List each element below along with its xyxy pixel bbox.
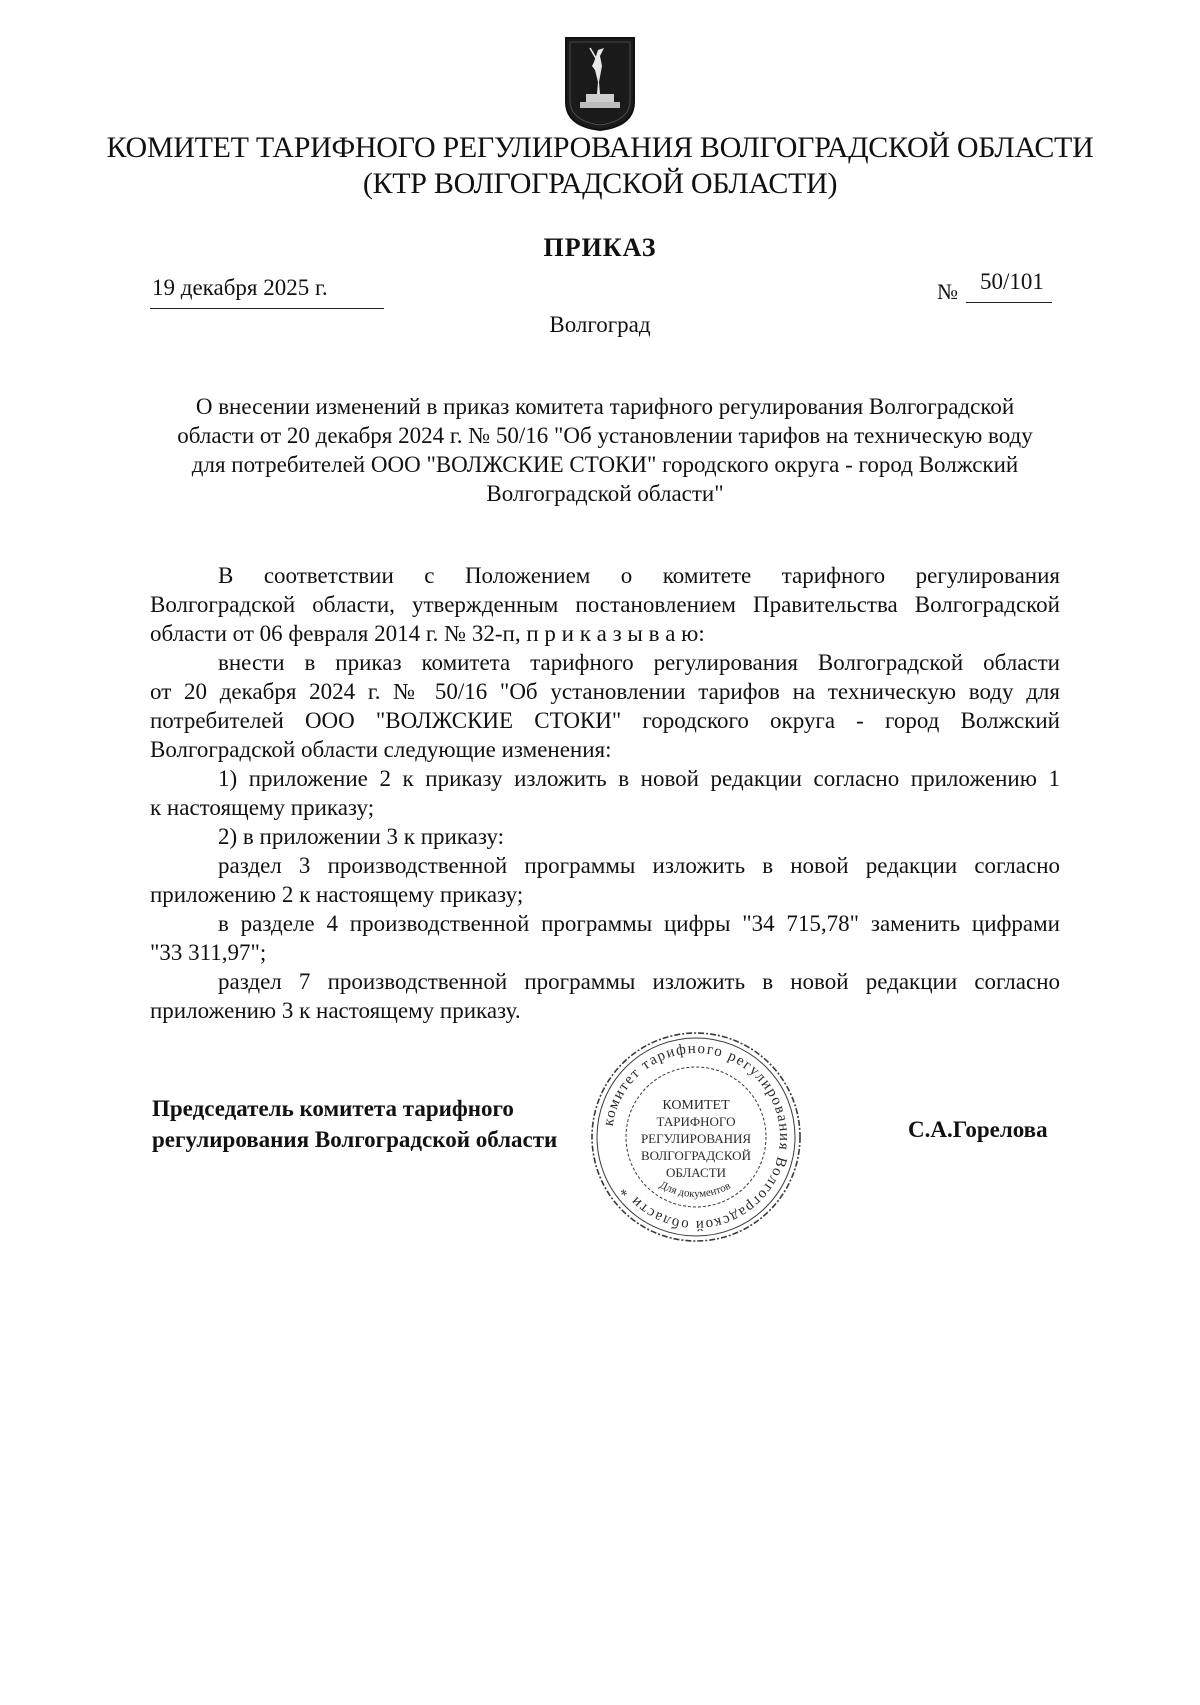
volgograd-emblem-icon bbox=[564, 36, 636, 132]
subject-line: О внесении изменений в приказ комитета тарифного регулирования Волгоградской bbox=[195, 394, 1015, 419]
body-line: области от 06 февраля 2014 г. № 32-п, п р и к а з ы в а ю: bbox=[150, 621, 705, 646]
svg-text:комитет тарифного регулировани: комитет тарифного регулирования Волгоградской области * bbox=[600, 1040, 793, 1234]
body-line: Волгоградской области следующие изменения: bbox=[150, 737, 612, 762]
body-line: "33 311,97"; bbox=[150, 940, 267, 965]
official-seal-stamp bbox=[588, 1029, 804, 1245]
body-line: раздел 7 производственной программы изложить в новой редакции согласно bbox=[218, 969, 1060, 994]
change-subitem-3 bbox=[150, 967, 1060, 1025]
body-line: к настоящему приказу; bbox=[150, 795, 375, 820]
signer-name: С.А.Горелова bbox=[908, 1117, 1048, 1142]
signer-position bbox=[152, 1093, 557, 1155]
svg-text:РЕГУЛИРОВАНИЯ: РЕГУЛИРОВАНИЯ bbox=[640, 1131, 752, 1146]
body-line: раздел 3 производственной программы изложить в новой редакции согласно bbox=[218, 853, 1060, 878]
signer-position-line: Председатель комитета тарифного bbox=[152, 1096, 514, 1121]
organization-name: КОМИТЕТ ТАРИФНОГО РЕГУЛИРОВАНИЯ ВОЛГОГРАДСКОЙ ОБЛАСТИ bbox=[106, 131, 1094, 164]
body-line: Волгоградской области, утвержденным постановлением Правительства Волгоградской bbox=[150, 592, 1060, 617]
svg-text:ОБЛАСТИ: ОБЛАСТИ bbox=[665, 1165, 727, 1180]
body-line: от 20 декабря 2024 г. № 50/16 "Об установлении тарифов на техническую воду для bbox=[150, 679, 1060, 704]
subject-line: для потребителей ООО "ВОЛЖСКИЕ СТОКИ" городского округа - город Волжский bbox=[191, 452, 1019, 477]
svg-text:Для документов: Для документов bbox=[657, 1178, 733, 1201]
change-subitem-1 bbox=[150, 851, 1060, 909]
order-date: 19 декабря 2025 г. bbox=[152, 275, 328, 300]
date-underline bbox=[150, 308, 384, 309]
body-line: в разделе 4 производственной программы цифры "34 715,78" заменить цифрами bbox=[218, 911, 1060, 936]
signer-position-line: регулирования Волгоградской области bbox=[152, 1127, 558, 1152]
preamble-paragraph bbox=[150, 561, 1060, 648]
organization-abbreviation: (КТР ВОЛГОГРАДСКОЙ ОБЛАСТИ) bbox=[362, 167, 838, 200]
subject-line: области от 20 декабря 2024 г. № 50/16 "Об установлении тарифов на техническую воду bbox=[177, 423, 1033, 448]
body-line: В соответствии с Положением о комитете тарифного регулирования bbox=[218, 563, 1060, 588]
body-line: 2) в приложении 3 к приказу: bbox=[218, 824, 505, 849]
svg-text:КОМИТЕТ: КОМИТЕТ bbox=[662, 1098, 730, 1113]
document-type-heading: ПРИКАЗ bbox=[543, 233, 657, 262]
svg-text:ТАРИФНОГО: ТАРИФНОГО bbox=[656, 1114, 736, 1129]
body-line: 1) приложение 2 к приказу изложить в новой редакции согласно приложению 1 bbox=[218, 766, 1060, 791]
subject-line: Волгоградской области" bbox=[486, 481, 724, 506]
order-subject bbox=[150, 392, 1060, 508]
order-number: 50/101 bbox=[980, 269, 1044, 294]
change-item-2 bbox=[150, 822, 1060, 851]
body-line: приложению 2 к настоящему приказу; bbox=[150, 882, 524, 907]
change-subitem-2 bbox=[150, 909, 1060, 967]
number-sign: № bbox=[937, 279, 958, 304]
order-city: Волгоград bbox=[549, 312, 651, 337]
body-line: внести в приказ комитета тарифного регулирования Волгоградской области bbox=[218, 650, 1060, 675]
change-item-1 bbox=[150, 764, 1060, 822]
svg-text:ВОЛГОГРАДСКОЙ: ВОЛГОГРАДСКОЙ bbox=[641, 1148, 751, 1163]
body-line: приложению 3 к настоящему приказу. bbox=[150, 998, 521, 1023]
number-underline bbox=[966, 302, 1052, 303]
body-line: потребителей ООО "ВОЛЖСКИЕ СТОКИ" городского округа - город Волжский bbox=[150, 708, 1060, 733]
directive-paragraph bbox=[150, 648, 1060, 764]
